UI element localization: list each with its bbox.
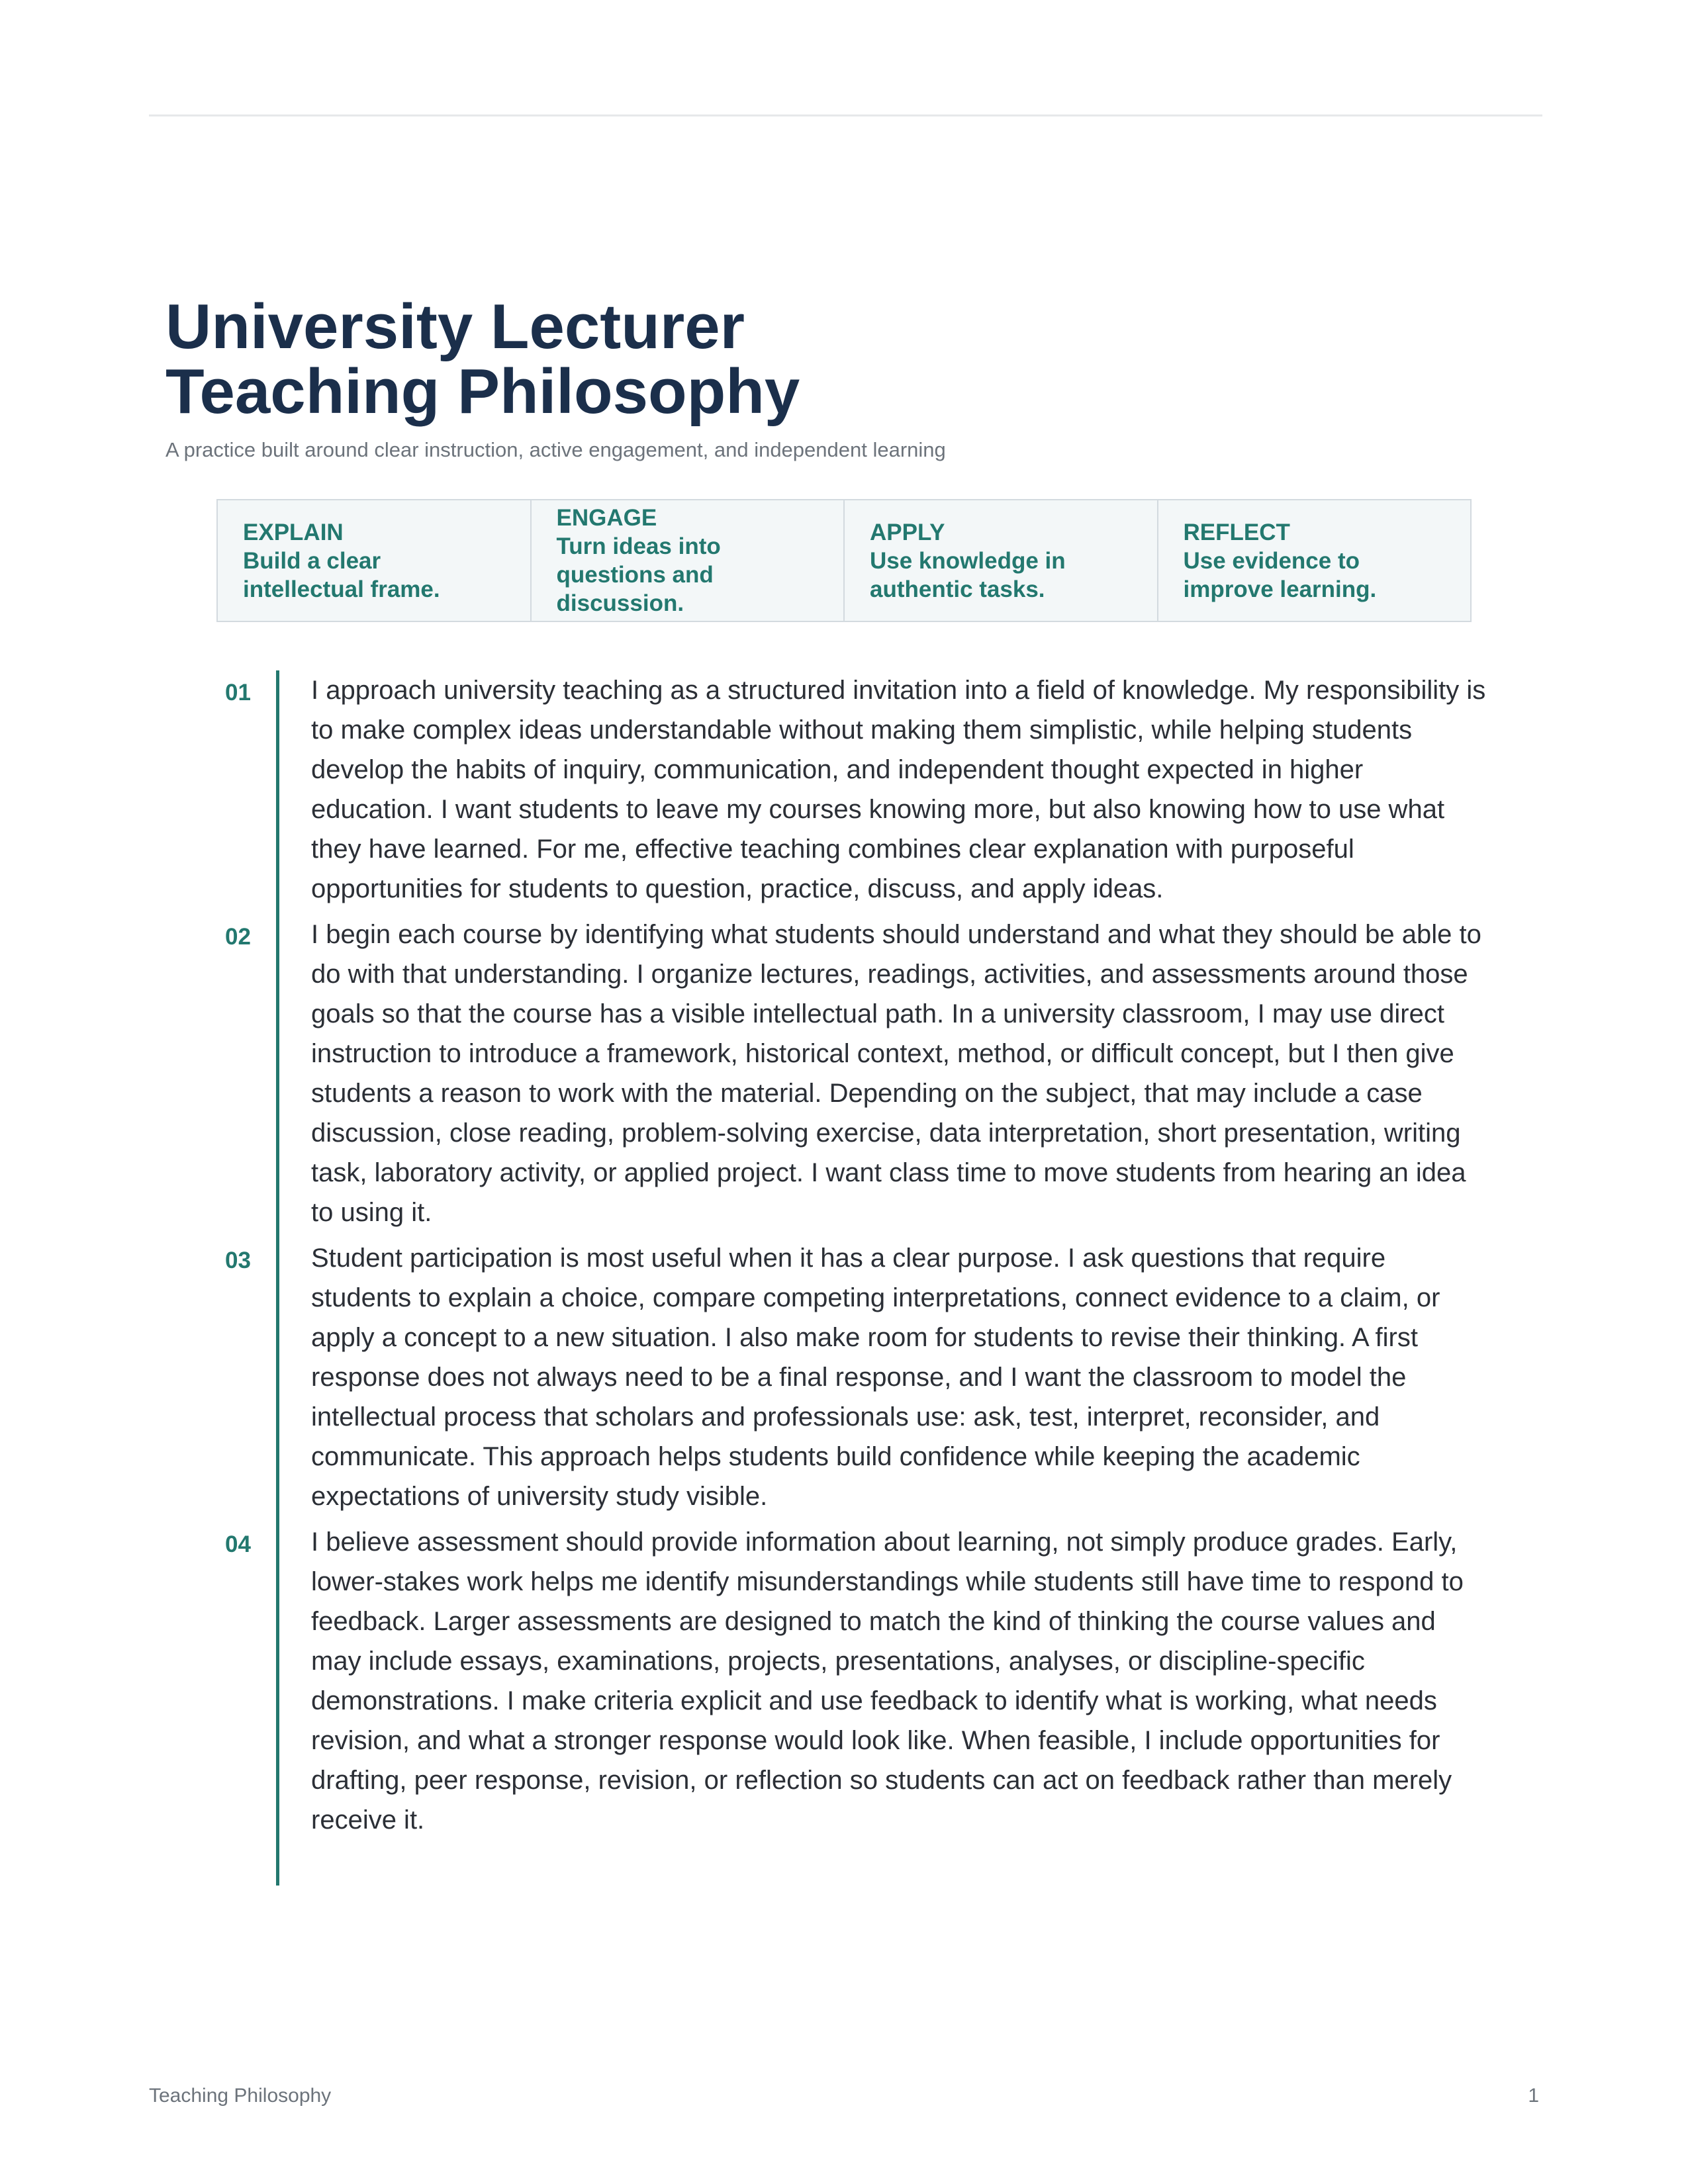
section-paragraph: I believe assessment should provide information about learning, not simply produce grades. Early, lower-stakes work helps me identify misunderstandings while students still have time to respond to feedback. Larger assessments are designed to match the kind of thinking the course values and may include essays, examinations, projects, presentations, analyses, or discipline-specific demonstrations. I make criteria explicit and use feedback to identify what is working, what needs revision, and what a stronger response would look like. When feasible, I include opportunities for drafting, peer response, revision, or reflection so students can act on feedback rather than merely receive it. — [311, 1527, 1464, 1835]
pillar-explain — [218, 500, 532, 621]
pillar-name: REFLECT — [1183, 519, 1290, 545]
section-paragraph: I approach university teaching as a structured invitation into a field of knowledge. My responsibility is to make complex ideas understandable without making them simplistic, while helping students develop the habits of inquiry, communication, and independent thought expected in higher education. I want students to leave my courses knowing more, but also knowing how to use what they have learned. For me, effective teaching combines clear explanation with purposeful opportunities for students to question, practice, discuss, and apply ideas. — [311, 676, 1486, 903]
pillars-panel — [216, 499, 1472, 622]
section-02 — [212, 915, 1489, 1232]
section-number: 01 — [225, 680, 251, 705]
section-04 — [212, 1522, 1489, 1840]
section-number: 04 — [225, 1531, 251, 1557]
page-title-line-2: Teaching Philosophy — [165, 356, 800, 427]
pillar-reflect — [1158, 500, 1471, 621]
pillar-engage — [532, 500, 845, 621]
pillar-description: Use evidence to improve learning. — [1183, 547, 1377, 602]
pillar-name: EXPLAIN — [243, 519, 344, 545]
pillar-name: ENGAGE — [556, 505, 657, 531]
header-rule — [149, 114, 1542, 116]
pillar-description: Turn ideas into questions and discussion. — [556, 533, 721, 616]
pillar-name: APPLY — [870, 519, 945, 545]
page-number: 1 — [1528, 2085, 1539, 2107]
pillar-apply — [845, 500, 1158, 621]
pillar-description: Build a clear intellectual frame. — [243, 547, 440, 602]
page-title-line-1: University Lecturer — [165, 291, 745, 362]
section-paragraph: I begin each course by identifying what students should understand and what they should be able to do with that understanding. I organize lectures, readings, activities, and assessments around those goals so that the course has a visible intellectual path. In a university classroom, I may use direct instruction to introduce a framework, historical context, method, or difficult concept, but I then give students a reason to work with the material. Depending on the subject, that may include a case discussion, close reading, problem-solving exercise, data interpretation, short presentation, writing task, laboratory activity, or applied project. I want class time to move students from hearing an idea to using it. — [311, 920, 1481, 1227]
page-subtitle: A practice built around clear instruction, active engagement, and independent learning — [165, 438, 946, 461]
section-03 — [212, 1238, 1489, 1516]
section-number: 02 — [225, 924, 251, 950]
philosophy-sections — [212, 670, 1489, 1846]
page-title — [165, 291, 800, 427]
pillar-description: Use knowledge in authentic tasks. — [870, 547, 1066, 602]
footer-title: Teaching Philosophy — [149, 2085, 332, 2107]
section-number: 03 — [225, 1248, 251, 1273]
section-01 — [212, 670, 1489, 909]
section-paragraph: Student participation is most useful when it has a clear purpose. I ask questions that require students to explain a choice, compare competing interpretations, connect evidence to a claim, or apply a concept to a new situation. I also make room for students to revise their thinking. A first response does not always need to be a final response, and I want the classroom to model the intellectual process that scholars and professionals use: ask, test, interpret, reconsider, and communicate. This approach helps students build confidence while keeping the academic expectations of university study visible. — [311, 1244, 1440, 1511]
